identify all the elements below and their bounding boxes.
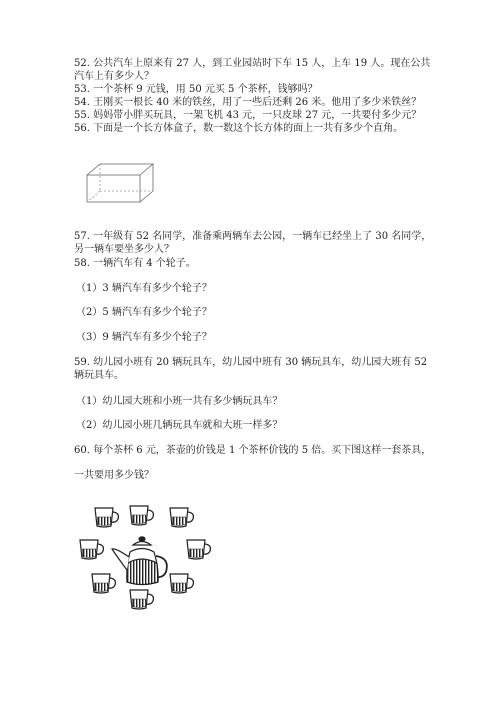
question-60-line-1: 60. 每个茶杯 6 元，茶壶的价钱是 1 个茶杯价钱的 5 倍。买下图这样一套茶具， [74, 445, 432, 456]
question-58-sub-2: （2）5 辆汽车有多少个轮子？ [76, 307, 212, 318]
tea-set-icon [70, 500, 230, 618]
teapot [112, 537, 167, 585]
cuboid-box-icon [84, 160, 160, 206]
question-60-line-2: 一共要用多少钱？ [74, 470, 154, 481]
question-58-sub-3: （3）9 辆汽车有多少个轮子？ [76, 332, 212, 343]
question-59-sub-2: （2）幼儿园小班几辆玩具车就和大班一样多？ [76, 420, 283, 431]
question-59-line-2: 辆玩具车。 [74, 370, 124, 381]
question-55: 55. 妈妈带小胖买玩具，一架飞机 43 元，一只皮球 27 元，一共要付多少元？ [74, 110, 422, 121]
question-56: 56. 下面是一个长方体盒子，数一数这个长方体的面上一共有多少个直角。 [74, 123, 404, 134]
question-52-line-2: 汽车上有多少人？ [74, 71, 154, 82]
question-57-line-1: 57. 一年级有 52 名同学，准备乘两辆车去公园，一辆车已经坐上了 30 名同学， [74, 231, 432, 242]
question-59-line-1: 59. 幼儿园小班有 20 辆玩具车，幼儿园中班有 30 辆玩具车，幼儿园大班有 52 [74, 357, 428, 368]
question-54: 54. 王刚买一根长 40 米的铁丝，用了一些后还剩 26 米。他用了多少米铁丝？ [74, 97, 422, 108]
question-58-stem: 58. 一辆汽车有 4 个轮子。 [74, 258, 196, 269]
question-57-line-2: 另一辆车要坐多少人？ [74, 244, 174, 255]
question-58-sub-1: （1）3 辆汽车有多少个轮子？ [76, 283, 212, 294]
question-53: 53. 一个茶杯 9 元钱，用 50 元买 5 个茶杯，钱够吗？ [74, 84, 318, 95]
question-59-sub-1: （1）幼儿园大班和小班一共有多少辆玩具车？ [76, 396, 283, 407]
question-52-line-1: 52. 公共汽车上原来有 27 人，到工业园站时下车 15 人，上车 19 人。现在公共 [74, 58, 431, 69]
